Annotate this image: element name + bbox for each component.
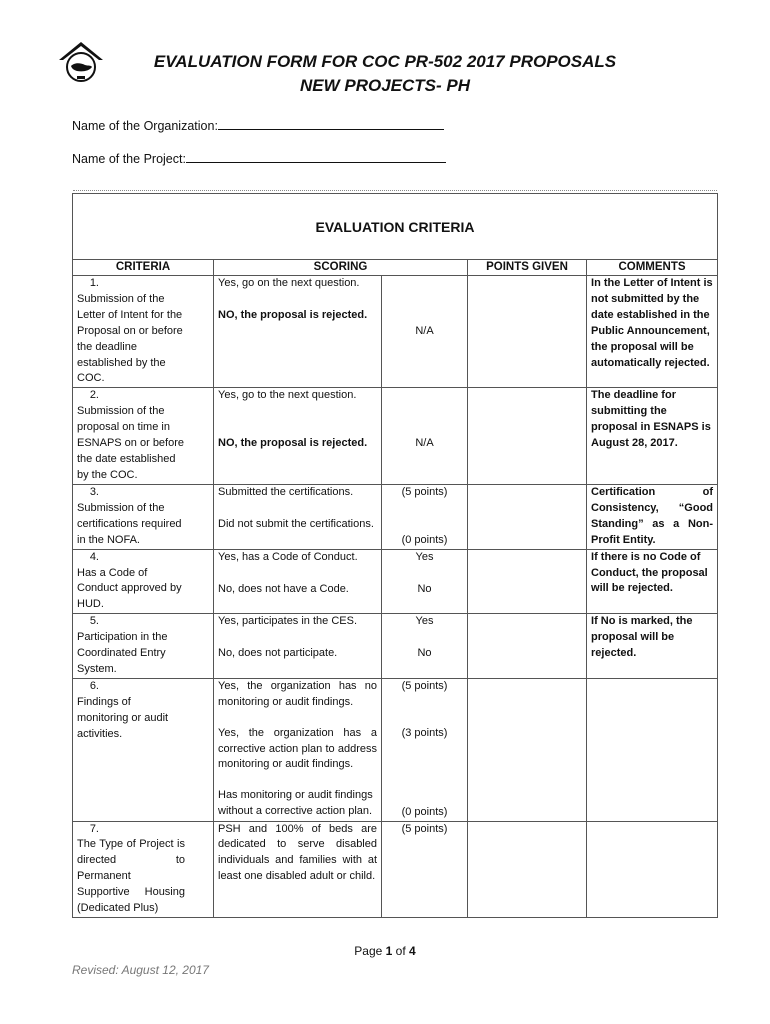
scoring-points-cell: [382, 549, 468, 614]
scoring-points-cell: [382, 388, 468, 484]
dotted-divider: [73, 190, 717, 191]
points-given-cell[interactable]: [468, 388, 587, 484]
scoring-points-cell: [382, 614, 468, 679]
table-row: [73, 678, 718, 821]
criteria-cell: 7.The Type of Project is directed to Permanent Supportive Housing (Dedicated Plus): [73, 821, 214, 917]
scoring-cell: [214, 614, 382, 679]
criteria-cell: 1.Submission of the Letter of Intent for the Proposal on or before the deadline established by the COC.: [73, 276, 214, 388]
project-name-label: Name of the Project:: [72, 152, 186, 166]
scoring-option: NO, the proposal is rejected.: [218, 308, 368, 321]
points-given-cell[interactable]: [468, 821, 587, 917]
comment-cell: In the Letter of Intent is not submitted by the date established in the Public Announcement, the proposal will be automatically rejected.: [587, 276, 718, 388]
points-value: (5 points): [401, 679, 448, 692]
criteria-text: Submission of the proposal on time in ESNAPS on or before the date established by the COC.: [77, 405, 185, 481]
scoring-cell: [214, 388, 382, 484]
organization-name-field[interactable]: [72, 117, 444, 133]
table-row: [73, 614, 718, 679]
scoring-option: Yes, participates in the CES.: [218, 615, 358, 628]
criteria-cell: 4.Has a Code of Conduct approved by HUD.: [73, 549, 214, 614]
scoring-option: Yes, go to the next question.: [218, 389, 357, 402]
points-given-cell[interactable]: [468, 678, 587, 821]
comment-cell: Certification of Consistency, “Good Standing” as a Non-Profit Entity.: [587, 484, 718, 549]
scoring-cell: [214, 821, 382, 917]
section-title: EVALUATION CRITERIA: [315, 219, 475, 235]
table-row: [73, 821, 718, 917]
points-value: (0 points): [401, 805, 448, 818]
scoring-points-cell: [382, 484, 468, 549]
scoring-option: Has monitoring or audit findings without a corrective action plan.: [218, 789, 373, 818]
criteria-cell: 2.Submission of the proposal on time in ESNAPS on or before the date established by the COC.: [73, 388, 214, 484]
points-value: N/A: [415, 325, 434, 337]
scoring-option: Yes, the organization has a corrective action plan to address monitoring or audit findings.: [218, 726, 377, 771]
criteria-text: Has a Code of Conduct approved by HUD.: [77, 566, 182, 611]
points-given-cell[interactable]: [468, 276, 587, 388]
table-row: [73, 484, 718, 549]
criteria-text: Submission of the Letter of Intent for the Proposal on or before the deadline established by the COC.: [77, 292, 183, 385]
comment-cell: [587, 821, 718, 917]
scoring-cell: [214, 549, 382, 614]
scoring-option: NO, the proposal is rejected.: [218, 437, 368, 450]
column-header-scoring: SCORING: [214, 260, 468, 276]
points-value: Yes: [415, 550, 434, 563]
scoring-option: PSH and 100% of beds are dedicated to serve disabled individuals and families with at least one disabled adult or child.: [218, 822, 377, 883]
table-row: [73, 549, 718, 614]
criteria-text: Participation in the Coordinated Entry System.: [77, 631, 168, 675]
criteria-text: The Type of Project is directed to Permanent Supportive Housing (Dedicated Plus): [77, 838, 185, 915]
scoring-option: No, does not have a Code.: [218, 582, 349, 595]
scoring-cell: [214, 484, 382, 549]
evaluation-table: [72, 259, 718, 918]
scoring-points-cell: [382, 276, 468, 388]
points-value: (3 points): [401, 726, 448, 739]
points-value: No: [417, 582, 432, 595]
points-value: (0 points): [401, 533, 448, 546]
title-line-1: EVALUATION FORM FOR COC PR-502 2017 PROPOSALS: [153, 52, 617, 71]
column-header-points-given: POINTS GIVEN: [468, 260, 587, 276]
organization-name-label: Name of the Organization:: [72, 119, 218, 133]
points-given-cell[interactable]: [468, 614, 587, 679]
scoring-option: Yes, has a Code of Conduct.: [218, 550, 358, 563]
document-title: [0, 50, 770, 98]
scoring-option: Yes, the organization has no monitoring or audit findings.: [218, 679, 377, 708]
comment-cell: If No is marked, the proposal will be rejected.: [587, 614, 718, 679]
points-value: Yes: [415, 615, 434, 628]
table-row: [73, 388, 718, 484]
scoring-option: No, does not participate.: [218, 647, 338, 660]
revised-date: Revised: August 12, 2017: [72, 963, 209, 977]
criteria-cell: 3.Submission of the certifications required in the NOFA.: [73, 484, 214, 549]
project-name-field[interactable]: [72, 150, 446, 166]
points-value: No: [417, 647, 432, 660]
scoring-cell: [214, 276, 382, 388]
points-given-cell[interactable]: [468, 549, 587, 614]
table-header-row: [73, 260, 718, 276]
column-header-criteria: CRITERIA: [73, 260, 214, 276]
points-value: (5 points): [401, 485, 448, 498]
criteria-text: Findings of monitoring or audit activities.: [77, 695, 169, 740]
table-row: [73, 276, 718, 388]
scoring-option: Yes, go on the next question.: [218, 277, 360, 289]
points-value: (5 points): [401, 822, 448, 835]
project-name-line[interactable]: [186, 150, 446, 163]
criteria-cell: 5.Participation in the Coordinated Entry System.: [73, 614, 214, 679]
criteria-cell: 6.Findings of monitoring or audit activities.: [73, 678, 214, 821]
scoring-option: Submitted the certifications.: [218, 485, 354, 498]
comment-cell: [587, 678, 718, 821]
points-given-cell[interactable]: [468, 484, 587, 549]
scoring-cell: [214, 678, 382, 821]
column-header-comments: COMMENTS: [587, 260, 718, 276]
comment-cell: If there is no Code of Conduct, the proposal will be rejected.: [587, 549, 718, 614]
scoring-points-cell: [382, 821, 468, 917]
evaluation-criteria-box: [72, 193, 718, 260]
comment-cell: The deadline for submitting the proposal in ESNAPS is August 28, 2017.: [587, 388, 718, 484]
page-number: Page 1 of 4: [354, 944, 416, 958]
points-value: N/A: [415, 437, 434, 450]
scoring-points-cell: [382, 678, 468, 821]
criteria-text: Submission of the certifications required in the NOFA.: [77, 501, 182, 546]
organization-name-line[interactable]: [218, 117, 444, 130]
scoring-option: Did not submit the certifications.: [218, 517, 374, 530]
title-line-2: NEW PROJECTS- PH: [299, 76, 471, 95]
